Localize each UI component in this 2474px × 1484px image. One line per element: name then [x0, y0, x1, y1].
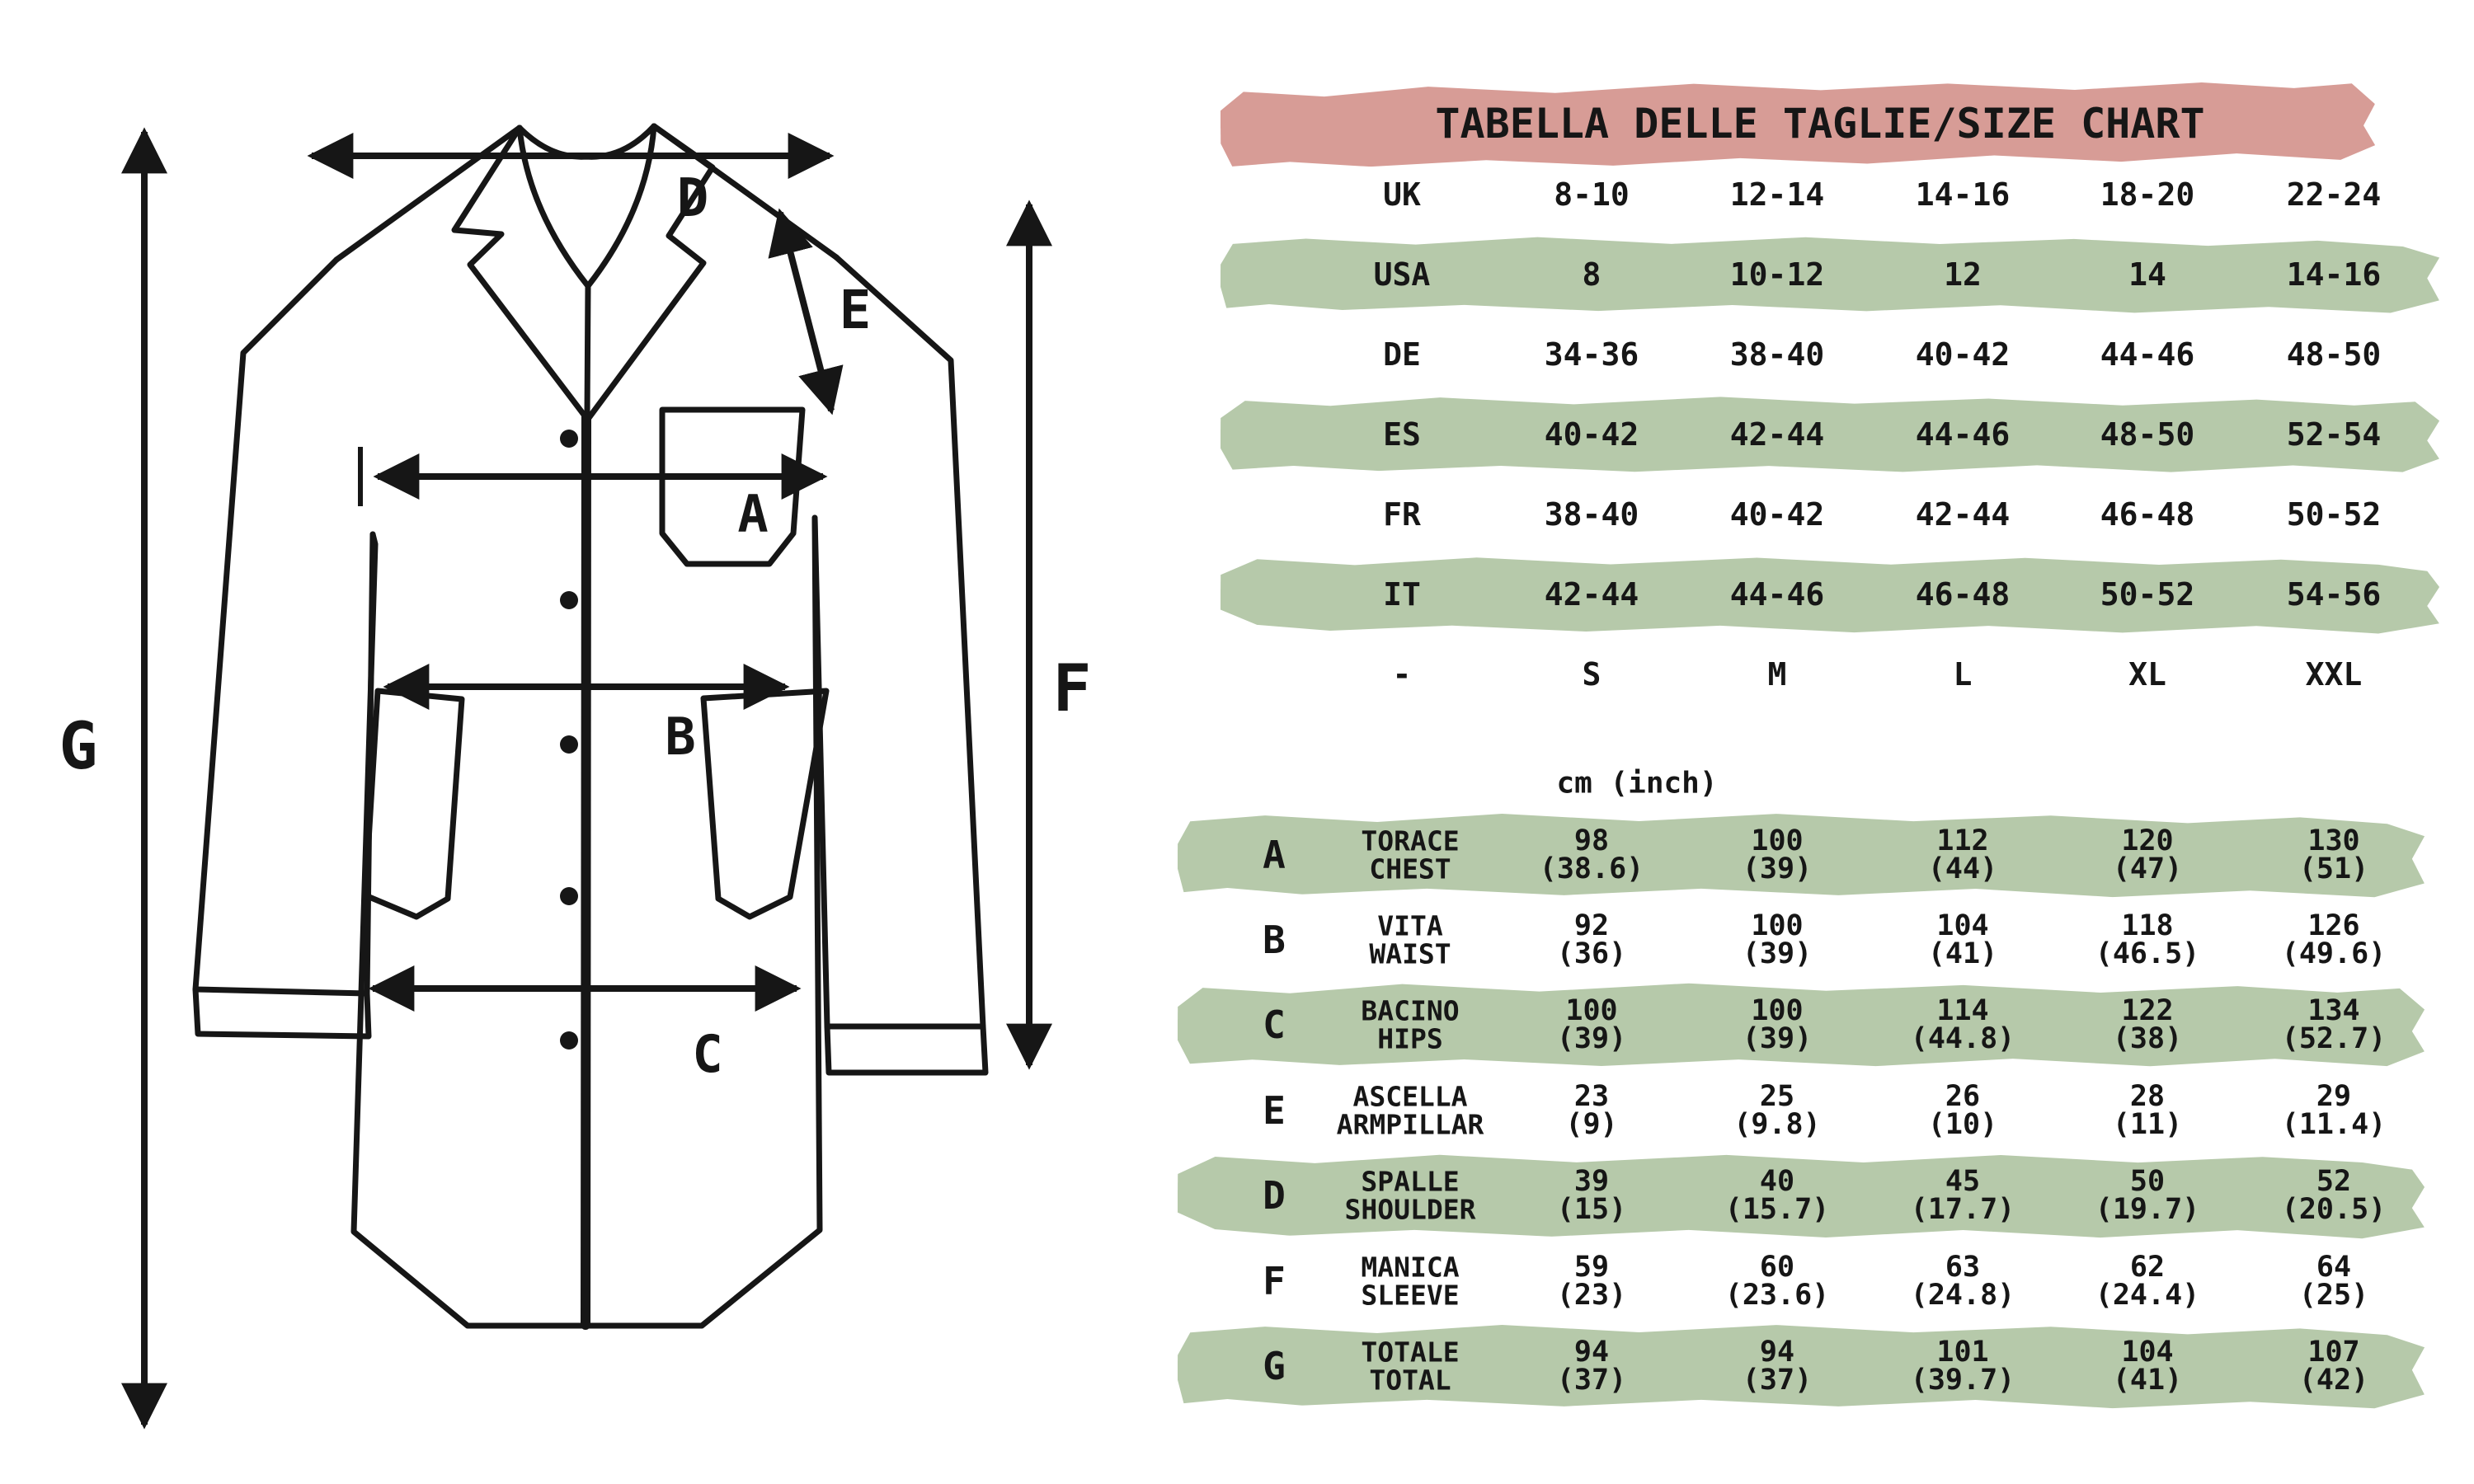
size-cell: 38-40 — [1544, 496, 1639, 533]
measure-cm-cell: 52 — [2316, 1165, 2352, 1198]
size-cell: 22-24 — [2286, 176, 2382, 213]
measure-inch-cell: (47) — [2112, 852, 2183, 885]
measure-cm-cell: 130 — [2307, 824, 2360, 857]
size-row-region--: - — [1392, 656, 1412, 693]
measure-label-en: ARMPILLAR — [1336, 1108, 1484, 1141]
measure-cm-cell: 104 — [1936, 909, 1989, 942]
measure-letter-G: G — [1263, 1344, 1286, 1388]
measure-cm-cell: 114 — [1936, 994, 1989, 1027]
size-cell: 52-54 — [2286, 416, 2382, 453]
diagram-label-G: G — [59, 710, 98, 784]
measure-letter-E: E — [1263, 1088, 1286, 1133]
measure-letter-D: D — [1263, 1173, 1286, 1218]
size-cell: 12 — [1944, 256, 1982, 293]
measure-cm-cell: 107 — [2307, 1336, 2360, 1369]
measure-cm-cell: 63 — [1945, 1251, 1981, 1284]
measure-inch-cell: (23) — [1556, 1279, 1627, 1312]
size-cell: 40-42 — [1729, 496, 1825, 533]
measure-letter-C: C — [1263, 1003, 1286, 1047]
measure-cm-cell: 118 — [2121, 909, 2174, 942]
diagram-label-A: A — [737, 484, 769, 544]
measure-label-en: WAIST — [1369, 937, 1451, 970]
measure-cm-cell: 94 — [1573, 1336, 1610, 1369]
measure-label-it: SPALLE — [1361, 1165, 1460, 1198]
size-cell: 14-16 — [2286, 256, 2382, 293]
measure-label-it: ASCELLA — [1352, 1080, 1468, 1113]
measure-cm-cell: 59 — [1573, 1251, 1610, 1284]
size-cell: 40-42 — [1544, 416, 1639, 453]
measure-cm-cell: 64 — [2316, 1251, 2352, 1284]
measure-cm-cell: 29 — [2316, 1080, 2352, 1113]
measure-inch-cell: (41) — [2112, 1364, 2183, 1397]
size-cell: 42-44 — [1729, 416, 1825, 453]
measure-inch-cell: (37) — [1742, 1364, 1813, 1397]
size-cell: L — [1953, 656, 1973, 693]
measure-inch-cell: (17.7) — [1910, 1193, 2015, 1226]
size-cell: 46-48 — [1915, 576, 2011, 613]
measure-inch-cell: (25) — [2298, 1279, 2369, 1312]
size-cell: 42-44 — [1544, 576, 1639, 613]
measure-label-it: VITA — [1377, 909, 1443, 942]
measure-cm-cell: 134 — [2307, 994, 2360, 1027]
measure-inch-cell: (10) — [1927, 1108, 1998, 1141]
measure-inch-cell: (15) — [1556, 1193, 1627, 1226]
measure-cm-cell: 100 — [1751, 909, 1804, 942]
measure-cm-cell: 62 — [2129, 1251, 2166, 1284]
size-cell: 50-52 — [2100, 576, 2195, 613]
size-row-region-UK: UK — [1383, 176, 1421, 213]
measure-inch-cell: (36) — [1556, 937, 1627, 970]
measure-label-it: TOTALE — [1361, 1336, 1460, 1369]
size-cell: 12-14 — [1729, 176, 1825, 213]
measure-label-en: SHOULDER — [1344, 1193, 1476, 1226]
measure-inch-cell: (51) — [2298, 852, 2369, 885]
measure-cm-cell: 26 — [1945, 1080, 1981, 1113]
measure-label-en: TOTAL — [1369, 1364, 1451, 1397]
measure-cm-cell: 100 — [1565, 994, 1618, 1027]
measure-cm-cell: 104 — [2121, 1336, 2174, 1369]
measure-inch-cell: (23.6) — [1724, 1279, 1830, 1312]
measure-inch-cell: (24.4) — [2095, 1279, 2200, 1312]
size-cell: 8-10 — [1554, 176, 1630, 213]
size-cell: 10-12 — [1729, 256, 1825, 293]
diagram-label-C: C — [692, 1024, 723, 1084]
measure-inch-cell: (20.5) — [2281, 1193, 2387, 1226]
measure-label-en: SLEEVE — [1361, 1279, 1460, 1312]
size-row-region-IT: IT — [1383, 576, 1421, 613]
measure-cm-cell: 23 — [1573, 1080, 1610, 1113]
measure-inch-cell: (39) — [1742, 937, 1813, 970]
measure-inch-cell: (38) — [2112, 1022, 2183, 1055]
measure-label-it: TORACE — [1361, 824, 1460, 857]
diagram-label-F: F — [1052, 652, 1092, 726]
measure-inch-cell: (39) — [1556, 1022, 1627, 1055]
measure-inch-cell: (49.6) — [2281, 937, 2387, 970]
size-row-region-USA: USA — [1373, 256, 1431, 293]
measure-cm-cell: 40 — [1759, 1165, 1795, 1198]
size-cell: 14-16 — [1915, 176, 2011, 213]
measure-cm-cell: 98 — [1573, 824, 1610, 857]
size-cell: 14 — [2128, 256, 2166, 293]
diagram-label-E: E — [839, 280, 872, 341]
size-row-region-ES: ES — [1383, 416, 1421, 453]
measure-cm-cell: 45 — [1945, 1165, 1981, 1198]
measure-cm-cell: 112 — [1936, 824, 1989, 857]
measure-cm-cell: 100 — [1751, 994, 1804, 1027]
diagram-label-B: B — [665, 707, 696, 767]
size-cell: 38-40 — [1729, 336, 1825, 373]
page-title: TABELLA DELLE TAGLIE/SIZE CHART — [1435, 100, 2205, 148]
size-cell: 48-50 — [2286, 336, 2382, 373]
measure-cm-cell: 126 — [2307, 909, 2360, 942]
measure-letter-F: F — [1263, 1259, 1286, 1303]
size-cell: 44-46 — [1915, 416, 2011, 453]
measure-inch-cell: (37) — [1556, 1364, 1627, 1397]
measure-inch-cell: (44.8) — [1910, 1022, 2015, 1055]
size-cell: XL — [2128, 656, 2166, 693]
measure-letter-B: B — [1263, 918, 1286, 962]
units-label: cm (inch) — [1556, 766, 1718, 801]
size-cell: 40-42 — [1915, 336, 2011, 373]
measure-inch-cell: (44) — [1927, 852, 1998, 885]
measure-inch-cell: (15.7) — [1724, 1193, 1830, 1226]
size-cell: 50-52 — [2286, 496, 2382, 533]
measure-inch-cell: (39) — [1742, 1022, 1813, 1055]
measure-inch-cell: (42) — [2298, 1364, 2369, 1397]
size-cell: 34-36 — [1544, 336, 1639, 373]
size-cell: 46-48 — [2100, 496, 2195, 533]
measure-cm-cell: 39 — [1573, 1165, 1610, 1198]
measure-cm-cell: 122 — [2121, 994, 2174, 1027]
measure-cm-cell: 50 — [2129, 1165, 2166, 1198]
measure-cm-cell: 94 — [1759, 1336, 1795, 1369]
measure-inch-cell: (11) — [2112, 1108, 2183, 1141]
measure-inch-cell: (46.5) — [2095, 937, 2200, 970]
measure-cm-cell: 101 — [1936, 1336, 1989, 1369]
measure-cm-cell: 92 — [1573, 909, 1610, 942]
measure-label-en: CHEST — [1369, 852, 1451, 885]
measure-inch-cell: (39) — [1742, 852, 1813, 885]
size-cell: 54-56 — [2286, 576, 2382, 613]
size-cell: XXL — [2305, 656, 2363, 693]
measure-cm-cell: 100 — [1751, 824, 1804, 857]
measure-inch-cell: (11.4) — [2281, 1108, 2387, 1141]
measure-cm-cell: 60 — [1759, 1251, 1795, 1284]
size-cell: 44-46 — [2100, 336, 2195, 373]
size-cell: S — [1582, 656, 1602, 693]
measure-cm-cell: 28 — [2129, 1080, 2166, 1113]
size-cell: 48-50 — [2100, 416, 2195, 453]
measure-inch-cell: (52.7) — [2281, 1022, 2387, 1055]
diagram-label-D: D — [676, 168, 709, 229]
measure-label-it: MANICA — [1361, 1251, 1460, 1284]
measure-cm-cell: 120 — [2121, 824, 2174, 857]
measure-inch-cell: (41) — [1927, 937, 1998, 970]
size-cell: 42-44 — [1915, 496, 2011, 533]
measure-inch-cell: (19.7) — [2095, 1193, 2200, 1226]
measure-inch-cell: (24.8) — [1910, 1279, 2015, 1312]
size-cell: 18-20 — [2100, 176, 2195, 213]
size-cell: M — [1767, 656, 1787, 693]
size-cell: 44-46 — [1729, 576, 1825, 613]
measure-inch-cell: (9) — [1565, 1108, 1618, 1141]
measure-cm-cell: 25 — [1759, 1080, 1795, 1113]
measure-letter-A: A — [1263, 833, 1286, 877]
measure-inch-cell: (9.8) — [1733, 1108, 1821, 1141]
measure-inch-cell: (38.6) — [1539, 852, 1644, 885]
measure-inch-cell: (39.7) — [1910, 1364, 2015, 1397]
size-row-region-DE: DE — [1383, 336, 1421, 373]
measure-label-it: BACINO — [1361, 994, 1460, 1027]
size-row-region-FR: FR — [1383, 496, 1421, 533]
measure-label-en: HIPS — [1377, 1022, 1443, 1055]
size-cell: 8 — [1582, 256, 1602, 293]
